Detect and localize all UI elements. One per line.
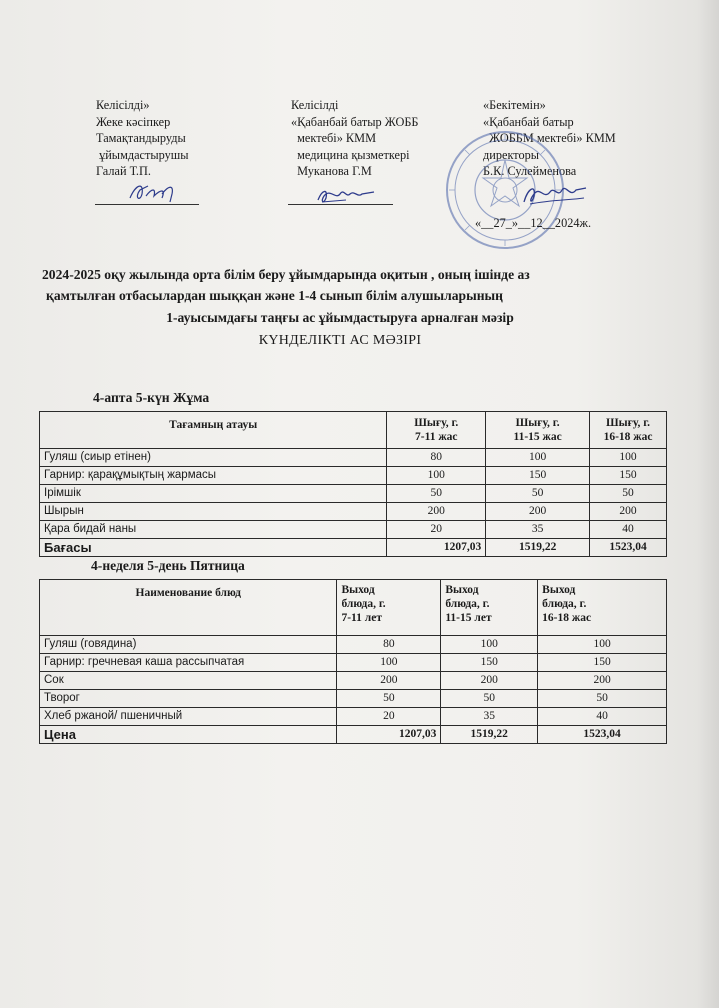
dish-name: Қара бидай наны bbox=[40, 521, 387, 539]
portion-16-18: 40 bbox=[590, 521, 667, 539]
approval-date: «__27_»__12__2024ж. bbox=[475, 216, 592, 230]
dish-name: Гарнир: гречневая каша рассыпчатая bbox=[40, 654, 337, 672]
portion-11-15: 150 bbox=[486, 467, 590, 485]
portion-7-11: 20 bbox=[337, 708, 441, 726]
table-row bbox=[40, 485, 667, 503]
portion-11-15: 35 bbox=[486, 521, 590, 539]
price-row bbox=[40, 726, 667, 744]
doc-title-line-2: қамтылған отбасылардан шыққан және 1-4 сынып білім алушыларының bbox=[46, 288, 503, 303]
table-row bbox=[40, 690, 667, 708]
day-label-ru: 4-неделя 5-день Пятница bbox=[91, 558, 245, 573]
portion-16-18: 50 bbox=[538, 690, 667, 708]
approval-line: медицина қызметкері bbox=[291, 147, 410, 162]
header-cell-age-11-15: Шығу, г. 11-15 жас bbox=[486, 412, 590, 449]
portion-16-18: 100 bbox=[590, 449, 667, 467]
approval-line: Келісілді bbox=[291, 98, 339, 112]
approval-line: «Қабанбай батыр ЖОББ bbox=[291, 114, 419, 129]
doc-title-line-4: КҮНДЕЛІКТІ АС МӘЗІРІ bbox=[258, 333, 422, 348]
dish-name: Гарнир: қарақұмықтың жармасы bbox=[40, 467, 387, 485]
portion-11-15: 200 bbox=[486, 503, 590, 521]
portion-7-11: 200 bbox=[387, 503, 486, 521]
table-row bbox=[40, 521, 667, 539]
portion-11-15: 200 bbox=[441, 672, 538, 690]
portion-7-11: 80 bbox=[337, 636, 441, 654]
header-cell-age-7-11: Шығу, г. 7-11 жас bbox=[387, 412, 486, 449]
doc-title-line-1: 2024-2025 оқу жылында орта білім беру ұйымдарында оқитын , оның ішінде аз bbox=[42, 267, 530, 282]
price-16-18: 1523,04 bbox=[590, 539, 667, 557]
header-cell-age-11-15: Выход блюда, г. 11-15 лет bbox=[441, 580, 538, 636]
header-cell-dish: Тағамның атауы bbox=[40, 412, 387, 449]
approval-line: ұйымдастырушы bbox=[96, 147, 189, 162]
portion-7-11: 200 bbox=[337, 672, 441, 690]
table-row bbox=[40, 467, 667, 485]
approval-block-caterer bbox=[96, 97, 189, 180]
header-cell-age-16-18: Шығу, г. 16-18 жас bbox=[590, 412, 667, 449]
signature-caterer bbox=[126, 180, 186, 204]
header-cell-dish: Наименование блюд bbox=[40, 580, 337, 636]
signature-line-left bbox=[95, 204, 199, 205]
table-row bbox=[40, 672, 667, 690]
approval-line: «Бекітемін» bbox=[483, 98, 546, 112]
signature-medical bbox=[316, 184, 376, 206]
signature-director bbox=[520, 182, 590, 208]
price-label: Цена bbox=[40, 726, 337, 744]
portion-7-11: 100 bbox=[337, 654, 441, 672]
table-row bbox=[40, 636, 667, 654]
price-11-15: 1519,22 bbox=[441, 726, 538, 744]
approval-line: мектебі» КММ bbox=[291, 131, 376, 146]
table-row bbox=[40, 449, 667, 467]
price-7-11: 1207,03 bbox=[387, 539, 486, 557]
doc-title-line-3: 1-ауысымдағы таңғы ас ұйымдастыруға арналған мәзір bbox=[166, 310, 514, 325]
table-row bbox=[40, 654, 667, 672]
approval-line: директоры bbox=[483, 147, 540, 162]
portion-11-15: 50 bbox=[486, 485, 590, 503]
portion-7-11: 80 bbox=[387, 449, 486, 467]
dish-name: Шырын bbox=[40, 503, 387, 521]
portion-16-18: 40 bbox=[538, 708, 667, 726]
table-header-row bbox=[40, 580, 667, 636]
price-label: Бағасы bbox=[40, 539, 387, 557]
portion-16-18: 150 bbox=[538, 654, 667, 672]
day-label-kz: 4-апта 5-күн Жұма bbox=[93, 390, 210, 405]
approval-line: Б.К. Сулейменова bbox=[483, 164, 577, 179]
portion-11-15: 100 bbox=[441, 636, 538, 654]
approval-line: ЖОББМ мектебі» КММ bbox=[483, 131, 616, 146]
portion-16-18: 50 bbox=[590, 485, 667, 503]
approval-line: Келісілді» bbox=[96, 98, 150, 112]
price-11-15: 1519,22 bbox=[486, 539, 590, 557]
portion-11-15: 50 bbox=[441, 690, 538, 708]
portion-7-11: 50 bbox=[337, 690, 441, 708]
approval-line: «Қабанбай батыр bbox=[483, 114, 574, 129]
header-cell-age-7-11: Выход блюда, г. 7-11 лет bbox=[337, 580, 441, 636]
page-edge-shadow bbox=[697, 0, 719, 1008]
dish-name: Гуляш (говядина) bbox=[40, 636, 337, 654]
table-header-row bbox=[40, 412, 667, 449]
portion-7-11: 20 bbox=[387, 521, 486, 539]
approval-block-medical bbox=[291, 97, 418, 180]
approval-line: Жеке кәсіпкер bbox=[96, 114, 171, 129]
portion-7-11: 50 bbox=[387, 485, 486, 503]
dish-name: Ірімшік bbox=[40, 485, 387, 503]
approval-line: Муканова Г.М bbox=[291, 164, 372, 179]
approval-line: Тамақтандыруды bbox=[96, 131, 186, 146]
portion-11-15: 35 bbox=[441, 708, 538, 726]
price-row bbox=[40, 539, 667, 557]
dish-name: Творог bbox=[40, 690, 337, 708]
table-row bbox=[40, 503, 667, 521]
portion-11-15: 100 bbox=[486, 449, 590, 467]
approval-line: Галай Т.П. bbox=[96, 164, 151, 179]
table-row bbox=[40, 708, 667, 726]
portion-16-18: 150 bbox=[590, 467, 667, 485]
portion-16-18: 200 bbox=[590, 503, 667, 521]
price-16-18: 1523,04 bbox=[538, 726, 667, 744]
portion-16-18: 200 bbox=[538, 672, 667, 690]
price-7-11: 1207,03 bbox=[337, 726, 441, 744]
dish-name: Гуляш (сиыр етінен) bbox=[40, 449, 387, 467]
dish-name: Сок bbox=[40, 672, 337, 690]
menu-table-ru bbox=[39, 579, 667, 744]
header-cell-age-16-18: Выход блюда, г. 16-18 жас bbox=[538, 580, 667, 636]
dish-name: Хлеб ржаной/ пшеничный bbox=[40, 708, 337, 726]
portion-16-18: 100 bbox=[538, 636, 667, 654]
menu-table-kz bbox=[39, 411, 667, 557]
portion-11-15: 150 bbox=[441, 654, 538, 672]
portion-7-11: 100 bbox=[387, 467, 486, 485]
